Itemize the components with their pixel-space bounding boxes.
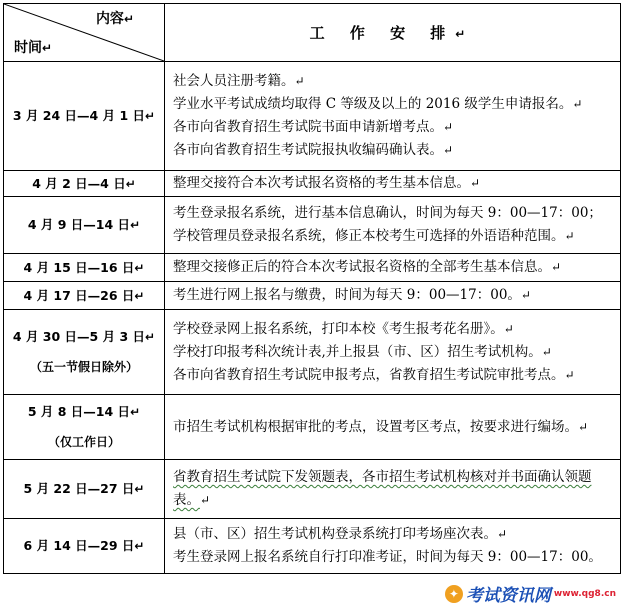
date-cell: 5 月 8 日—14 日↵ （仅工作日） (4, 395, 165, 460)
date-cell: 4 月 9 日—14 日↵ (4, 197, 165, 254)
date-cell: 4 月 2 日—4 日↵ (4, 171, 165, 197)
arrangement-line: 社会人员注册考籍。↵ (173, 73, 305, 89)
watermark-url: www.qg8.cn (553, 588, 616, 599)
date-cell: 6 月 14 日—29 日↵ (4, 519, 165, 574)
arrangement-line: 县（市、区）招生考试机构登录系统打印考场座次表。↵ (173, 526, 508, 542)
arrangement-line: 各市向省教育招生考试院申报考点，省教育招生考试院审批考点。↵ (173, 366, 575, 383)
arrangement-line: 考生登录网上报名系统自行打印准考证，时间为每天 9：00—17：00。 (173, 549, 602, 565)
arrangement-cell (165, 519, 621, 574)
arrangement-cell (165, 171, 621, 197)
arrangement-line: 整理交接符合本次考试报名资格的考生基本信息。↵ (173, 175, 481, 191)
date-note: （仅工作日） (47, 435, 120, 449)
header-diagonal-cell (4, 4, 165, 62)
table-row (4, 310, 621, 395)
logo-icon: ✦ (445, 585, 463, 603)
date-cell: 5 月 22 日—27 日↵ (4, 460, 165, 519)
arrangement-cell (165, 460, 621, 519)
arrangement-line: 考生进行网上报名与缴费，时间为每天 9：00—17：00。↵ (173, 287, 531, 303)
arrangement-cell (165, 395, 621, 460)
watermark-name: 考试资讯网 (465, 586, 551, 606)
arrangement-line: 学校管理员登录报名系统，修正本校考生可选择的外语语种范围。↵ (173, 228, 575, 244)
date-cell: 4 月 17 日—26 日↵ (4, 282, 165, 310)
arrangement-cell (165, 282, 621, 310)
arrangement-line: 整理交接修正后的符合本次考试报名资格的全部考生基本信息。↵ (173, 259, 562, 275)
arrangement-line: 省教育招生考试院下发领题表，各市招生考试机构核对并书面确认领题表。↵ (173, 469, 592, 508)
work-header: 工 作 安 排↵ (165, 4, 621, 62)
table-row (4, 197, 621, 254)
table-row (4, 519, 621, 574)
table-row (4, 254, 621, 282)
arrangement-line: 学校打印报考科次统计表,并上报县（市、区）招生考试机构。↵ (173, 343, 552, 360)
table-row (4, 282, 621, 310)
watermark-logo (441, 580, 620, 607)
date-cell: 3 月 24 日—4 月 1 日↵ (4, 62, 165, 171)
date-cell: 4 月 30 日—5 月 3 日↵ （五一节假日除外） (4, 310, 165, 395)
arrangement-cell (165, 254, 621, 282)
arrangement-cell (165, 310, 621, 395)
arrangement-cell (165, 62, 621, 171)
table-row (4, 62, 621, 171)
arrangement-line: 市招生考试机构根据审批的考点，设置考区考点，按要求进行编场。↵ (173, 418, 589, 435)
arrangement-cell (165, 197, 621, 254)
arrangement-line: 学校登录网上报名系统，打印本校《考生报考花名册》。↵ (173, 320, 514, 337)
content-label: 内容↵ (95, 11, 134, 27)
arrangement-line: 各市向省教育招生考试院报执收编码确认表。↵ (173, 142, 454, 158)
arrangement-line: 考生登录报名系统，进行基本信息确认，时间为每天 9：00—17：00； (173, 205, 602, 221)
table-row (4, 460, 621, 519)
header-row (4, 4, 621, 62)
date-note: （五一节假日除外） (29, 360, 138, 374)
time-label: 时间↵ (14, 40, 53, 56)
schedule-table (3, 3, 621, 574)
table-row (4, 395, 621, 460)
arrangement-line: 学业水平考试成绩均取得 C 等级及以上的 2016 级学生申请报名。↵ (173, 96, 583, 112)
date-cell: 4 月 15 日—16 日↵ (4, 254, 165, 282)
arrangement-line: 各市向省教育招生考试院书面申请新增考点。↵ (173, 119, 454, 135)
table-row (4, 171, 621, 197)
